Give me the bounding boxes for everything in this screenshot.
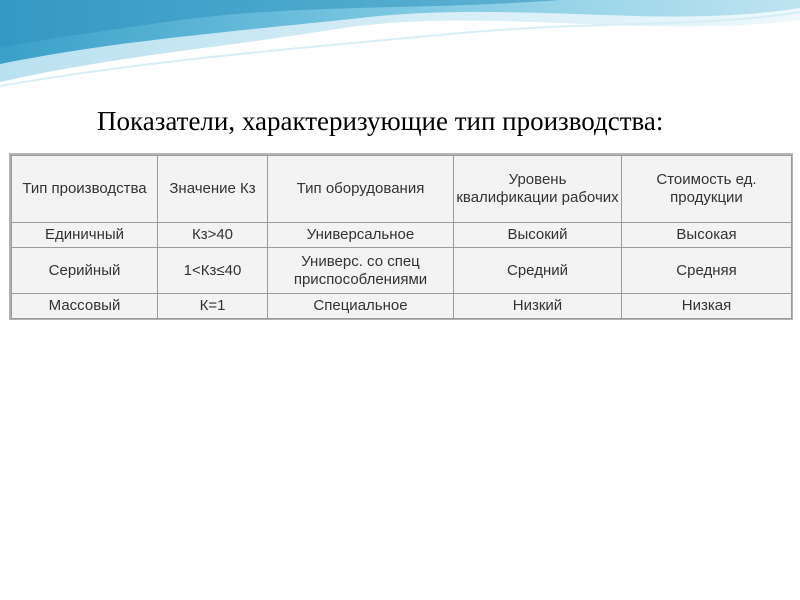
table-cell: 1<Кз≤40 [158,248,268,294]
table-cell: Высокая [622,223,792,248]
header-cell: Значение Кз [158,156,268,223]
slide-title: Показатели, характеризующие тип производства: [97,106,664,136]
table-cell: Универсальное [268,223,454,248]
header-cell: Тип оборудования [268,156,454,223]
table-cell: Специальное [268,294,454,319]
table-row [12,223,792,248]
table-cell: Серийный [12,248,158,294]
table-cell: Массовый [12,294,158,319]
header-wave-decoration [0,0,800,100]
production-type-table [9,153,793,320]
header-cell: Стоимость ед. продукции [622,156,792,223]
header-cell: Тип производства [12,156,158,223]
table-row [12,248,792,294]
table-cell: Низкая [622,294,792,319]
table-cell: К=1 [158,294,268,319]
table-cell: Средний [454,248,622,294]
table-cell: Универс. со спец приспособлениями [268,248,454,294]
table-row [12,294,792,319]
table-cell: Кз>40 [158,223,268,248]
header-cell: Уровень квалификации рабочих [454,156,622,223]
table-cell: Низкий [454,294,622,319]
table-cell: Высокий [454,223,622,248]
table-cell: Единичный [12,223,158,248]
table-cell: Средняя [622,248,792,294]
table-header-row [12,156,792,223]
